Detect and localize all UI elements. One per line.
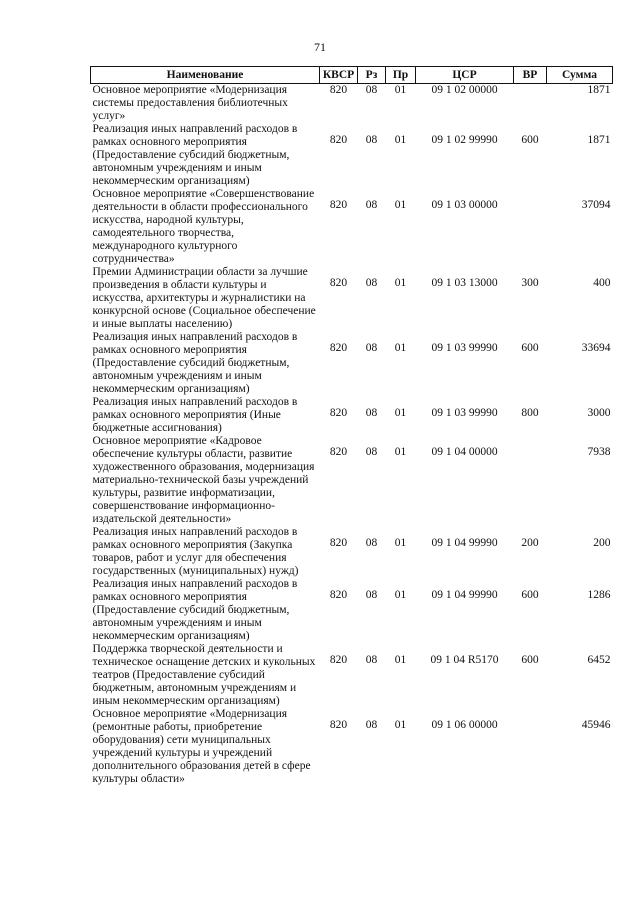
cell-csr: [416, 84, 514, 124]
cell-vr: [514, 331, 547, 396]
header-sum: Сумма: [547, 67, 613, 84]
cell-pr: [386, 396, 416, 435]
page-number: 71: [314, 40, 326, 54]
cell-name: Реализация иных направлений расходов в рамках основного мероприятия (Предоставление субсидий бюджетным, автономным учреждениям и иным некоммерческим организациям): [92, 578, 298, 642]
cell-csr: [416, 331, 514, 396]
cell-sum: [547, 643, 613, 708]
cell-vr-value: [516, 435, 545, 446]
table-row: [91, 435, 613, 526]
cell-rz-value: 08: [365, 277, 378, 289]
cell-kvsr-value: 820: [329, 537, 348, 549]
budget-table-container: [90, 66, 612, 786]
budget-table: [90, 66, 613, 786]
cell-kvsr: [320, 396, 358, 435]
cell-pr: [386, 643, 416, 708]
cell-kvsr-value: 820: [329, 84, 348, 96]
cell-kvsr-value: 820: [329, 407, 348, 419]
header-vr: ВР: [514, 67, 547, 84]
cell-kvsr: [320, 643, 358, 708]
cell-rz: [358, 435, 386, 526]
cell-csr: [416, 578, 514, 643]
cell-pr-value: 01: [394, 84, 407, 96]
cell-kvsr: [320, 435, 358, 526]
cell-vr: [514, 188, 547, 266]
cell-sum-value: 1871: [587, 84, 611, 96]
cell-vr: [514, 123, 547, 188]
cell-rz: [358, 123, 386, 188]
cell-rz: [358, 266, 386, 331]
cell-pr-value: 01: [394, 277, 407, 289]
cell-csr-value: 09 1 04 99990: [431, 589, 498, 601]
cell-csr: [416, 643, 514, 708]
cell-kvsr-value: 820: [329, 134, 348, 146]
cell-kvsr-value: 820: [329, 719, 348, 731]
cell-vr-value: [516, 188, 545, 199]
cell-pr: [386, 578, 416, 643]
cell-kvsr-value: 820: [329, 342, 348, 354]
cell-kvsr: [320, 188, 358, 266]
table-row: [91, 526, 613, 578]
cell-rz: [358, 578, 386, 643]
cell-sum: [547, 435, 613, 526]
cell-sum-value: 400: [593, 277, 611, 289]
cell-pr: [386, 266, 416, 331]
cell-sum-value: 3000: [587, 407, 611, 419]
cell-rz: [358, 188, 386, 266]
table-row: [91, 643, 613, 708]
cell-pr-value: 01: [394, 589, 407, 601]
cell-kvsr-value: 820: [329, 589, 348, 601]
cell-pr-value: 01: [394, 407, 407, 419]
cell-name: Основное мероприятие «Совершенствование деятельности в области профессионального искусства, народной культуры, самодеятельного творчества, международного культурного сотрудничества»: [92, 188, 315, 265]
cell-vr-value: 200: [521, 537, 539, 549]
cell-csr: [416, 708, 514, 786]
cell-kvsr: [320, 708, 358, 786]
cell-csr-value: 09 1 04 99990: [431, 537, 498, 549]
cell-pr: [386, 526, 416, 578]
cell-vr: [514, 578, 547, 643]
cell-csr: [416, 526, 514, 578]
table-row: [91, 396, 613, 435]
cell-rz: [358, 643, 386, 708]
cell-rz: [358, 84, 386, 124]
table-row: [91, 331, 613, 396]
cell-vr-value: 600: [521, 654, 539, 666]
cell-csr-value: 09 1 02 99990: [431, 134, 498, 146]
cell-pr: [386, 123, 416, 188]
cell-rz: [358, 396, 386, 435]
cell-rz: [358, 526, 386, 578]
header-rz: Рз: [358, 67, 386, 84]
cell-kvsr: [320, 331, 358, 396]
cell-csr: [416, 266, 514, 331]
cell-rz-value: 08: [365, 342, 378, 354]
cell-csr-value: 09 1 03 13000: [431, 277, 498, 289]
cell-sum-value: 1286: [587, 589, 611, 601]
cell-pr-value: 01: [394, 537, 407, 549]
cell-name: Премии Администрации области за лучшие произведения в области культуры и искусства, архитектуры и журналистики на конкурсной основе (Социальное обеспечение и иные выплаты населению): [92, 266, 316, 330]
cell-kvsr: [320, 123, 358, 188]
cell-kvsr-value: 820: [329, 277, 348, 289]
cell-vr: [514, 266, 547, 331]
cell-rz-value: 08: [365, 589, 378, 601]
table-row: [91, 123, 613, 188]
cell-sum-value: 45946: [581, 719, 611, 731]
cell-csr-value: 09 1 04 00000: [431, 446, 498, 458]
cell-sum-value: 7938: [587, 446, 611, 458]
cell-rz-value: 08: [365, 134, 378, 146]
cell-sum-value: 33694: [581, 342, 611, 354]
cell-vr: [514, 708, 547, 786]
cell-vr-value: 600: [521, 589, 539, 601]
cell-name: Реализация иных направлений расходов в рамках основного мероприятия (Иные бюджетные ассигнования): [92, 396, 298, 434]
cell-rz: [358, 331, 386, 396]
cell-rz-value: 08: [365, 654, 378, 666]
table-row: [91, 708, 613, 786]
cell-rz-value: 08: [365, 199, 378, 211]
cell-sum: [547, 266, 613, 331]
cell-kvsr-value: 820: [329, 446, 348, 458]
cell-csr-value: 09 1 03 99990: [431, 342, 498, 354]
cell-csr-value: 09 1 06 00000: [431, 719, 498, 731]
cell-csr: [416, 188, 514, 266]
cell-name: Реализация иных направлений расходов в рамках основного мероприятия (Предоставление субсидий бюджетным, автономным учреждениям и иным некоммерческим организациям): [92, 331, 298, 395]
cell-pr-value: 01: [394, 134, 407, 146]
table-body: [91, 84, 613, 787]
cell-kvsr: [320, 84, 358, 124]
cell-name: Поддержка творческой деятельности и техническое оснащение детских и кукольных театров (Предоставление субсидий бюджетным, автономным учреждениям и иным некоммерческим организациям): [92, 643, 316, 707]
cell-vr: [514, 396, 547, 435]
cell-pr: [386, 708, 416, 786]
cell-pr: [386, 188, 416, 266]
cell-name: Основное мероприятие «Модернизация (ремонтные работы, приобретение оборудования) сети муниципальных учреждений культуры и учреждений дополнительного образования детей в сфере культуры области»: [92, 708, 311, 785]
cell-kvsr-value: 820: [329, 654, 348, 666]
cell-sum: [547, 331, 613, 396]
table-row: [91, 84, 613, 124]
cell-kvsr: [320, 526, 358, 578]
cell-csr: [416, 123, 514, 188]
cell-sum: [547, 578, 613, 643]
cell-csr: [416, 435, 514, 526]
header-kvsr: КВСР: [320, 67, 358, 84]
cell-vr: [514, 84, 547, 124]
cell-sum: [547, 188, 613, 266]
table-row: [91, 188, 613, 266]
cell-sum: [547, 526, 613, 578]
cell-sum-value: 200: [593, 537, 611, 549]
cell-vr: [514, 643, 547, 708]
cell-name: Основное мероприятие «Модернизация системы предоставления библиотечных услуг»: [92, 84, 288, 122]
cell-rz-value: 08: [365, 446, 378, 458]
cell-rz-value: 08: [365, 84, 378, 96]
cell-name: Реализация иных направлений расходов в рамках основного мероприятия (Предоставление субсидий бюджетным, автономным учреждениям и иным некоммерческим организациям): [92, 123, 298, 187]
cell-name: Реализация иных направлений расходов в рамках основного мероприятия (Закупка товаров, работ и услуг для обеспечения государственных (муниципальных) нужд): [92, 526, 299, 577]
cell-csr: [416, 396, 514, 435]
cell-sum: [547, 123, 613, 188]
cell-pr-value: 01: [394, 719, 407, 731]
cell-name: Основное мероприятие «Кадровое обеспечение культуры области, развитие художественного образования, модернизация материально-технической базы учреждений культуры, развитие информатизации, совершенствование информационно-издательской деятельности»: [92, 435, 315, 525]
cell-csr-value: 09 1 03 00000: [431, 199, 498, 211]
table-header-row: [91, 67, 613, 84]
cell-vr-value: 600: [521, 134, 539, 146]
cell-kvsr: [320, 578, 358, 643]
cell-vr-value: 800: [521, 407, 539, 419]
cell-vr-value: 300: [521, 277, 539, 289]
cell-pr-value: 01: [394, 199, 407, 211]
cell-vr: [514, 526, 547, 578]
cell-sum-value: 1871: [587, 134, 611, 146]
header-name: Наименование: [91, 67, 320, 84]
cell-vr-value: [516, 708, 545, 719]
cell-sum-value: 6452: [587, 654, 611, 666]
cell-sum: [547, 396, 613, 435]
cell-kvsr-value: 820: [329, 199, 348, 211]
table-row: [91, 578, 613, 643]
cell-rz: [358, 708, 386, 786]
cell-pr: [386, 435, 416, 526]
cell-csr-value: 09 1 03 99990: [431, 407, 498, 419]
cell-vr-value: 600: [521, 342, 539, 354]
cell-rz-value: 08: [365, 407, 378, 419]
cell-sum-value: 37094: [581, 199, 611, 211]
cell-sum: [547, 708, 613, 786]
cell-sum: [547, 84, 613, 124]
cell-pr-value: 01: [394, 446, 407, 458]
table-row: [91, 266, 613, 331]
cell-csr-value: 09 1 04 R5170: [430, 654, 499, 666]
header-pr: Пр: [386, 67, 416, 84]
cell-vr: [514, 435, 547, 526]
cell-pr: [386, 331, 416, 396]
cell-kvsr: [320, 266, 358, 331]
cell-csr-value: 09 1 02 00000: [431, 84, 498, 96]
cell-rz-value: 08: [365, 719, 378, 731]
cell-pr: [386, 84, 416, 124]
cell-pr-value: 01: [394, 654, 407, 666]
cell-rz-value: 08: [365, 537, 378, 549]
cell-pr-value: 01: [394, 342, 407, 354]
header-csr: ЦСР: [416, 67, 514, 84]
